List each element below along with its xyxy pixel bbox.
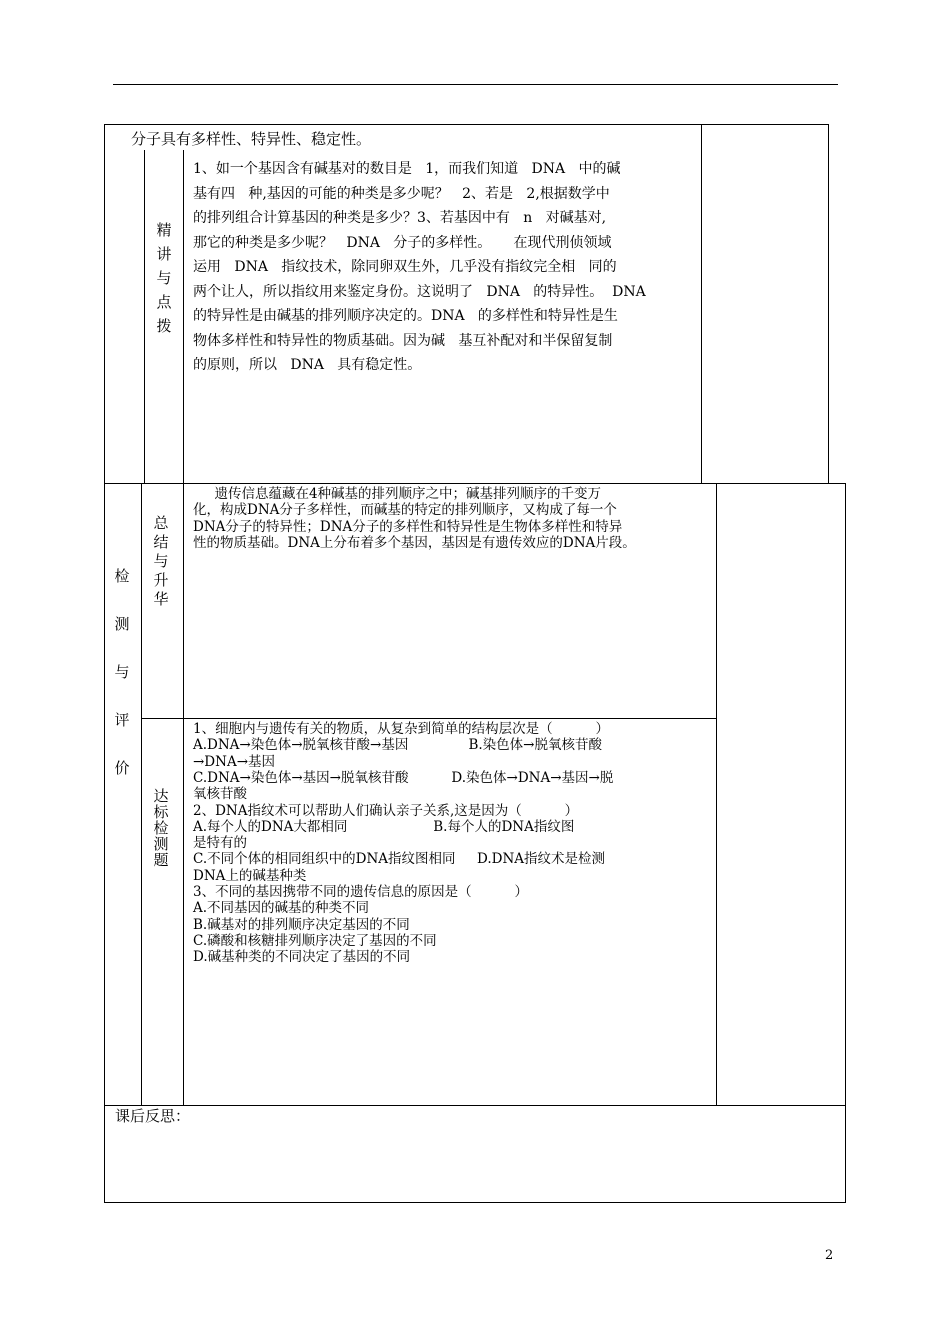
test-label-char: 达 xyxy=(153,787,169,805)
test-label-char: 题 xyxy=(153,851,169,869)
lecture-line: 两个让人，所以指纹用来鉴定身份。这说明了 DNA 的特异性。 DNA xyxy=(193,283,646,300)
lecture-divider-3 xyxy=(701,124,702,484)
top-line-text: 分子具有多样性、特异性、稳定性。 xyxy=(131,130,372,148)
evaluation-label-char: 价 xyxy=(114,759,130,777)
test-line: A.DNA→染色体→脱氧核苷酸→基因 B.染色体→脱氧核苷酸 xyxy=(193,737,602,754)
lecture-divider-2 xyxy=(183,150,184,483)
test-line: 3、不同的基因携带不同的遗传信息的原因是（ ） xyxy=(193,884,529,900)
eval-row-divider xyxy=(141,718,716,719)
test-line: C.DNA→染色体→基因→脱氧核苷酸 D.染色体→DNA→基因→脱 xyxy=(193,769,614,786)
lecture-label-char: 讲 xyxy=(156,245,172,263)
summary-line: 性的物质基础。DNA上分布着多个基因，基因是有遗传效应的DNA片段。 xyxy=(193,534,636,551)
test-line: A.不同基因的碱基的种类不同 xyxy=(193,900,370,917)
test-line: C.磷酸和核糖排列顺序决定了基因的不同 xyxy=(193,932,437,949)
reflection-label: 课后反思： xyxy=(115,1107,191,1125)
summary-label-char: 与 xyxy=(153,552,169,570)
lecture-label xyxy=(149,218,179,338)
evaluation-label-char: 测 xyxy=(114,615,130,633)
evaluation-label-char: 与 xyxy=(114,663,130,681)
lecture-line: 那它的种类是多少呢？ DNA 分子的多样性。 在现代刑侦领域 xyxy=(193,234,612,251)
lecture-label-char: 拨 xyxy=(156,317,172,335)
summary-line: DNA分子的特异性；DNA分子的多样性和特异性是生物体多样性和特异 xyxy=(193,518,623,535)
eval-divider-1 xyxy=(141,483,142,1105)
summary-line: 化，构成DNA分子多样性，而碱基的特定的排列顺序，又构成了每一个 xyxy=(193,502,617,519)
summary-label-char: 华 xyxy=(153,590,169,608)
test-line: C.不同个体的相同组织中的DNA指纹图相同 D.DNA指纹术是检测 xyxy=(193,851,605,868)
test-label-char: 测 xyxy=(153,835,169,853)
lecture-line: 物体多样性和特异性的物质基础。因为碱 基互补配对和半保留复制 xyxy=(193,332,613,349)
eval-divider-3 xyxy=(716,483,717,1105)
test-line: A.每个人的DNA大都相同 B.每个人的DNA指纹图 xyxy=(193,818,575,835)
summary-line: 遗传信息蕴藏在4种碱基的排列顺序之中；碱基排列顺序的千变万 xyxy=(193,486,602,502)
lecture-label-char: 与 xyxy=(156,269,172,287)
test-label-char: 检 xyxy=(153,819,169,837)
reflection-divider xyxy=(104,1105,846,1106)
eval-divider-2 xyxy=(183,483,184,1105)
test-line: 2、DNA指纹术可以帮助人们确认亲子关系,这是因为（ ） xyxy=(193,802,579,819)
lecture-divider-1 xyxy=(144,150,145,483)
lecture-line: 的特异性是由碱基的排列顺序决定的。DNA 的多样性和特异性是生 xyxy=(193,308,618,324)
test-line: D.碱基种类的不同决定了基因的不同 xyxy=(193,949,411,966)
lecture-label-char: 点 xyxy=(156,293,172,311)
test-label xyxy=(146,788,176,868)
evaluation-label-char: 评 xyxy=(114,711,130,729)
header-rule xyxy=(113,84,838,85)
lecture-label-char: 精 xyxy=(156,221,172,239)
test-line: 1、细胞内与遗传有关的物质，从复杂到简单的结构层次是（ ） xyxy=(193,721,610,737)
lecture-line: 的排列组合计算基因的种类是多少？3、若基因中有 n 对碱基对, xyxy=(193,210,607,226)
lecture-line: 基有四 种,基因的可能的种类是多少呢？ 2、若是 2,根据数学中 xyxy=(193,185,610,202)
test-line: 是特有的 xyxy=(193,835,247,852)
summary-label-char: 总 xyxy=(153,514,169,532)
lecture-line: 的原则，所以 DNA 具有稳定性。 xyxy=(193,357,422,373)
summary-label-char: 结 xyxy=(153,533,169,551)
test-line: DNA上的碱基种类 xyxy=(193,867,307,884)
evaluation-label-char: 检 xyxy=(114,567,130,585)
test-line: →DNA→基因 xyxy=(193,753,276,770)
page-number: 2 xyxy=(825,1248,834,1263)
evaluation-outer-label xyxy=(107,552,137,792)
summary-label-char: 升 xyxy=(153,571,169,589)
test-line: B.碱基对的排列顺序决定基因的不同 xyxy=(193,916,410,933)
lecture-line: 1、如一个基因含有碱基对的数目是 1，而我们知道 DNA 中的碱 xyxy=(193,161,621,177)
test-label-char: 标 xyxy=(153,803,169,821)
lecture-line: 运用 DNA 指纹技术，除同卵双生外，几乎没有指纹完全相 同的 xyxy=(193,259,617,275)
summary-label xyxy=(146,514,176,609)
test-line: 氧核苷酸 xyxy=(193,786,247,803)
